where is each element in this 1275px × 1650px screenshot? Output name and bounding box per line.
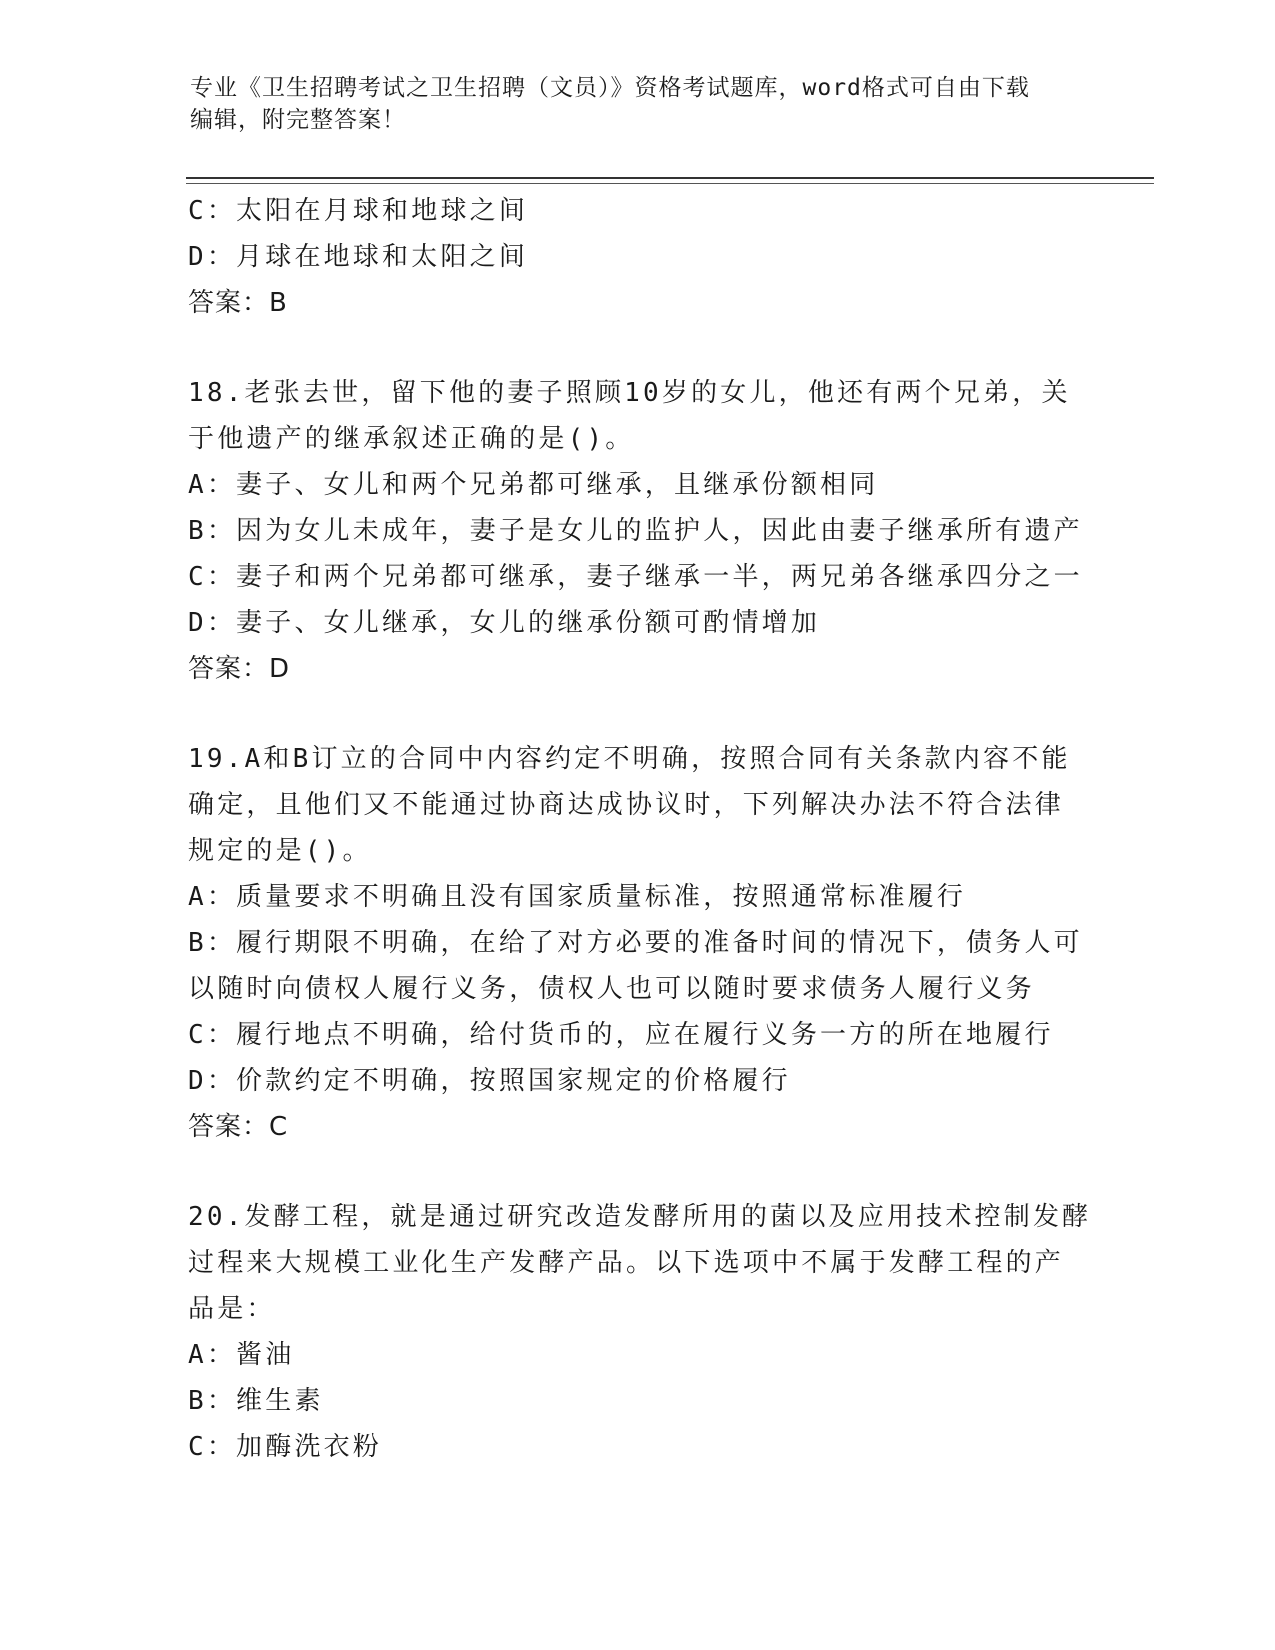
header-divider-thick	[186, 177, 1154, 179]
option-c: C：加酶洗衣粉	[188, 1432, 383, 1462]
question-stem: 确定，且他们又不能通过协商达成协议时，下列解决办法不符合法律	[188, 790, 1065, 820]
header-line-1: 专业《卫生招聘考试之卫生招聘（文员）》资格考试题库，word格式可自由下载	[190, 75, 1030, 101]
option-a: A：质量要求不明确且没有国家质量标准，按照通常标准履行	[188, 882, 967, 912]
question-20	[188, 1194, 1092, 1470]
option-c: C：妻子和两个兄弟都可继承，妻子继承一半，两兄弟各继承四分之一	[188, 562, 1083, 592]
page-header	[190, 72, 1090, 136]
header-line-2: 编辑，附完整答案！	[190, 107, 406, 133]
option-a: A：妻子、女儿和两个兄弟都可继承，且继承份额相同	[188, 470, 879, 500]
question-stem: 规定的是()。	[188, 836, 372, 866]
question-stem: 20.发酵工程，就是通过研究改造发酵所用的菌以及应用技术控制发酵	[188, 1202, 1092, 1232]
question-content	[188, 188, 1092, 1470]
spacer	[188, 692, 1088, 736]
option-d: D：月球在地球和太阳之间	[188, 242, 529, 272]
question-18	[188, 370, 1088, 692]
option-a: A：酱油	[188, 1340, 295, 1370]
option-c: C：太阳在月球和地球之间	[188, 196, 529, 226]
answer-line: 答案：C	[188, 1112, 289, 1142]
answer-line: 答案：D	[188, 654, 291, 684]
spacer	[188, 1150, 1088, 1194]
option-b: B：履行期限不明确，在给了对方必要的准备时间的情况下，债务人可	[188, 928, 1083, 958]
spacer	[188, 326, 1088, 370]
question-stem: 于他遗产的继承叙述正确的是()。	[188, 424, 635, 454]
question-stem: 过程来大规模工业化生产发酵产品。以下选项中不属于发酵工程的产	[188, 1248, 1065, 1278]
question-stem: 18.老张去世，留下他的妻子照顾10岁的女儿，他还有两个兄弟，关	[188, 378, 1071, 408]
question-stem: 品是：	[188, 1294, 276, 1324]
option-d: D：价款约定不明确，按照国家规定的价格履行	[188, 1066, 791, 1096]
answer-line: 答案：B	[188, 288, 288, 318]
question-17-tail	[188, 188, 1088, 326]
header-divider-thin	[186, 183, 1154, 184]
option-b: B：维生素	[188, 1386, 324, 1416]
option-b-continued: 以随时向债权人履行义务，债权人也可以随时要求债务人履行义务	[188, 974, 1035, 1004]
option-b: B：因为女儿未成年，妻子是女儿的监护人，因此由妻子继承所有遗产	[188, 516, 1083, 546]
question-19	[188, 736, 1088, 1150]
question-stem: 19.A和B订立的合同中内容约定不明确，按照合同有关条款内容不能	[188, 744, 1071, 774]
option-d: D：妻子、女儿继承，女儿的继承份额可酌情增加	[188, 608, 821, 638]
option-c: C：履行地点不明确，给付货币的，应在履行义务一方的所在地履行	[188, 1020, 1054, 1050]
